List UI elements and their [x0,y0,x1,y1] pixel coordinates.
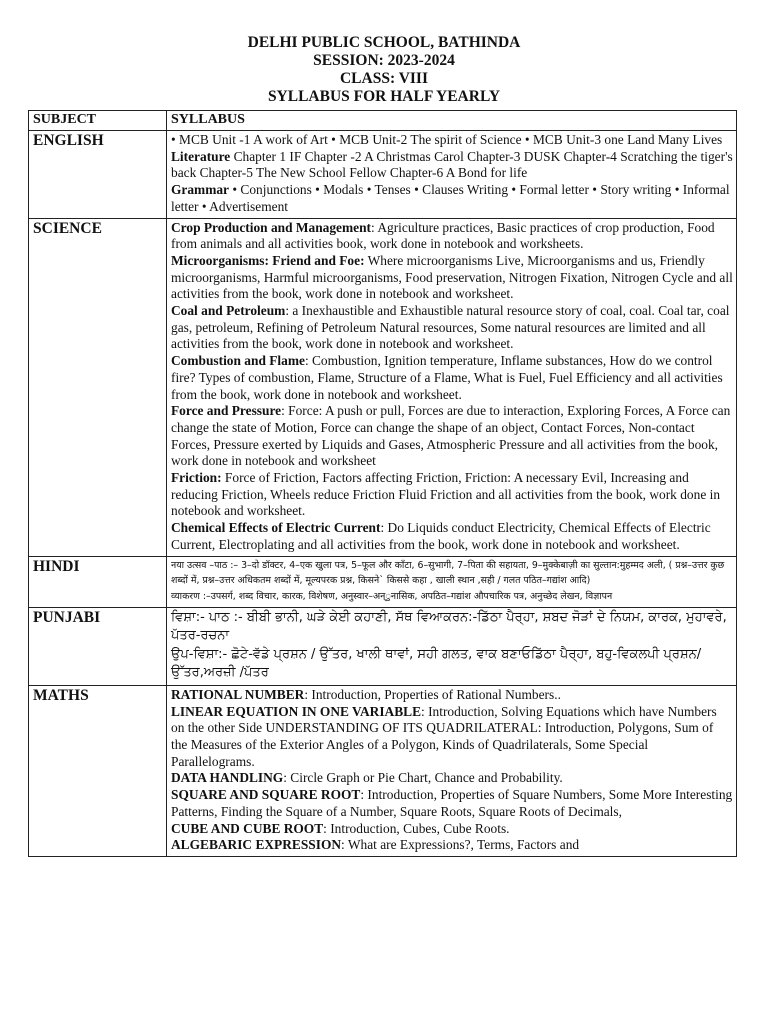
syllabus-column-header: SYLLABUS [167,111,737,131]
maths-topic-heading: CUBE AND CUBE ROOT [171,820,324,836]
subject-science: SCIENCE [29,218,167,556]
science-topic [171,253,733,303]
english-grammar-text: • Conjunctions • Modals • Tenses • Clauses Writing • Formal letter • Story writing • Informal letter • Advertisement [171,182,730,214]
maths-topic-text: : Introduction, Solving Equations which have Numbers on the other Side UNDERSTANDING OF ITS QUADRILATERAL: Introduction, Polygons, Sum of the Measures of the Exterior Angles of a Polygon, Kinds of Quadrilaterals, Some Special Parallelograms. [171,703,717,769]
english-mcb: • MCB Unit -1 A work of Art • MCB Unit-2 The spirit of Science • MCB Unit-3 one Land Many Lives [171,132,723,147]
maths-topic [171,770,733,787]
english-grammar [171,182,733,215]
syllabus-table [28,110,737,857]
science-topic-text: : Combustion, Ignition temperature, Inflame substances, How do we control fire? Types of combustion, Flame, Structure of a Flame, What is Fuel, Fuel Efficiency and all activities from the book, work done in notebook and worksheet. [171,353,723,402]
table-row-hindi [29,556,737,607]
document-header [0,34,768,106]
english-literature-heading: Literature [171,148,231,164]
science-topic-heading: Chemical Effects of Electric Current [171,520,381,536]
punjabi-line: ਵਿਸ਼ਾ:- ਪਾਠ :- ਬੀਬੀ ਭਾਨੀ, ਘੜੇ ਕੇਈ ਕਹਾਣੀ, ਸੱਥ ਵਿਆਕਰਨ:-ਡਿੱਠਾ ਪੈਰ੍ਹਾ, ਸ਼ਬਦ ਜੋੜਾਂ ਦੇ ਨਿਯਮ, ਕਾਰਕ, ਮੁਹਾਵਰੇ, ਪੱਤਰ-ਰਚਨਾ [171,609,727,644]
maths-topic-heading: ALGEBARIC EXPRESSION [171,837,342,853]
english-grammar-heading: Grammar [171,182,230,198]
science-topic-text: Force of Friction, Factors affecting Friction, Friction: A necessary Evil, Increasing and reducing Friction, Wheels reduce Friction Fluid Friction and all activities from the book, work done in notebook and worksheet. [171,470,721,519]
science-topic-heading: Crop Production and Management [171,219,372,235]
science-topic-text: : a Inexhaustible and Exhaustible natural resource story of coal, coal. Coal tar, coal gas, petroleum, Refining of Petroleum Natural resources, Some natural resources are limited and all activities from the book, work done in notebook and worksheet. [171,303,730,352]
maths-topic [171,837,733,854]
maths-topic [171,821,733,838]
hindi-line: व्याकरण :–उपसर्ग, शब्द विचार, कारक, विशेषण, अनुस्वार–अन्ुनासिक, अपठित–गद्यांश औपचारिक पत्र, अनुच्छेद लेखन, विज्ञापन [171,591,613,603]
maths-topic-heading: LINEAR EQUATION IN ONE VARIABLE [171,703,422,719]
school-name: DELHI PUBLIC SCHOOL, BATHINDA [247,34,521,51]
maths-topic-heading: DATA HANDLING [171,770,284,786]
maths-topic-text: : Introduction, Properties of Square Numbers, Some More Interesting Patterns, Finding the Square of a Number, Square Roots, Square Roots of Decimals, [171,787,733,819]
subject-english: ENGLISH [29,131,167,219]
science-topic [171,470,733,520]
science-topic [171,403,733,470]
science-topic-text: : Do Liquids conduct Electricity, Chemical Effects of Electric Current, Electroplating and all activities from the book, work done in notebook and worksheet. [171,520,711,552]
science-topic-heading: Combustion and Flame [171,353,305,369]
subject-maths: MATHS [29,685,167,856]
syllabus-english [167,131,737,219]
science-topic-text: : Agriculture practices, Basic practices of crop production, Food from animals and all activities book, work done in notebook and worksheets. [171,219,715,252]
science-topic [171,520,733,553]
class-line: CLASS: VIII [339,70,428,87]
syllabus-punjabi [167,607,737,685]
table-row-science [29,218,737,556]
subject-column-header: SUBJECT [29,111,167,131]
science-topic-heading: Coal and Petroleum [171,303,286,319]
page-bottom-margin [0,998,768,1024]
maths-topic-text: : What are Expressions?, Terms, Factors and [341,837,580,853]
table-row-maths [29,685,737,856]
maths-topic-text: : Circle Graph or Pie Chart, Chance and Probability. [283,770,563,786]
english-literature [171,149,733,182]
document-title: SYLLABUS FOR HALF YEARLY [267,88,501,105]
science-topic [171,303,733,353]
subject-hindi: HINDI [29,556,167,607]
science-topic-text: : Force: A push or pull, Forces are due to interaction, Exploring Forces, A Force can change the state of Motion, Force can change the shape of an object, Contact Forces, Non-contact Forces, Pressure exerted by Liquids and Gases, Atmospheric Pressure and all activities from the book, work done in notebook and worksheet [171,403,731,469]
science-topic-heading: Microorganisms: Friend and Foe: [171,252,365,268]
table-row-english [29,131,737,219]
science-topic-text: Where microorganisms Live, Microorganisms and us, Friendly microorganisms, Harmful microorganisms, Food preservation, Nitrogen Fixation, Nitrogen Cycle and all activities from the book, work done in notebook and worksheet. [171,252,733,302]
science-topic [171,353,733,403]
syllabus-hindi [167,556,737,607]
maths-topic-heading: RATIONAL NUMBER [171,686,305,702]
maths-topic [171,787,733,820]
punjabi-line: ਉਪ-ਵਿਸ਼ਾ:- ਛੋਟੇ-ਵੱਡੇ ਪ੍ਰਸ਼ਨ / ਉੱਤਰ, ਖਾਲੀ ਥਾਵਾਂ, ਸਹੀ ਗਲਤ, ਵਾਕ ਬਣਾਓਡਿੱਠਾ ਪੈਰ੍ਹਾ, ਬਹੁ-ਵਿਕਲਪੀ ਪ੍ਰਸ਼ਨ/ਉੱਤਰ,ਅਰਜ਼ੀ /ਪੱਤਰ [171,646,702,681]
science-topic-heading: Force and Pressure [171,403,282,419]
maths-topic [171,704,733,771]
session-line: SESSION: 2023-2024 [313,52,455,69]
maths-topic-heading: SQUARE AND SQUARE ROOT [171,787,361,803]
subject-punjabi: PUNJABI [29,607,167,685]
english-literature-text: Chapter 1 IF Chapter -2 A Christmas Carol Chapter-3 DUSK Chapter-4 Scratching the tiger's back Chapter-5 The New School Fellow Chapter-6 A Bond for life [171,148,733,181]
maths-topic-text: : Introduction, Properties of Rational Numbers.. [304,686,561,702]
syllabus-maths [167,685,737,856]
syllabus-science [167,218,737,556]
table-row-punjabi [29,607,737,685]
maths-topic-text: : Introduction, Cubes, Cube Roots. [323,820,510,836]
maths-topic [171,687,733,704]
hindi-line: नया उत्सव –पाठ :– 3–दो डॉक्टर, 4–एक खुला पत्र, 5–फूल और काँटा, 6–सुभागी, 7–पिता की सहायता, 9–मुक्केबाज़ी का सुल्तान:मुहम्मद अली, ( प्रश्न–उत्तर कुछ शब्दों में, प्रश्न–उत्तर अधिकतम शब्दों में, मूल्यपरक प्रश्न, किसने` किससे कहा , खाली स्थान ,सही / गलत पठित–गद्यांश आदि) [171,559,725,587]
table-header-row [29,111,737,131]
science-topic-heading: Friction: [171,470,222,486]
science-topic [171,220,733,253]
